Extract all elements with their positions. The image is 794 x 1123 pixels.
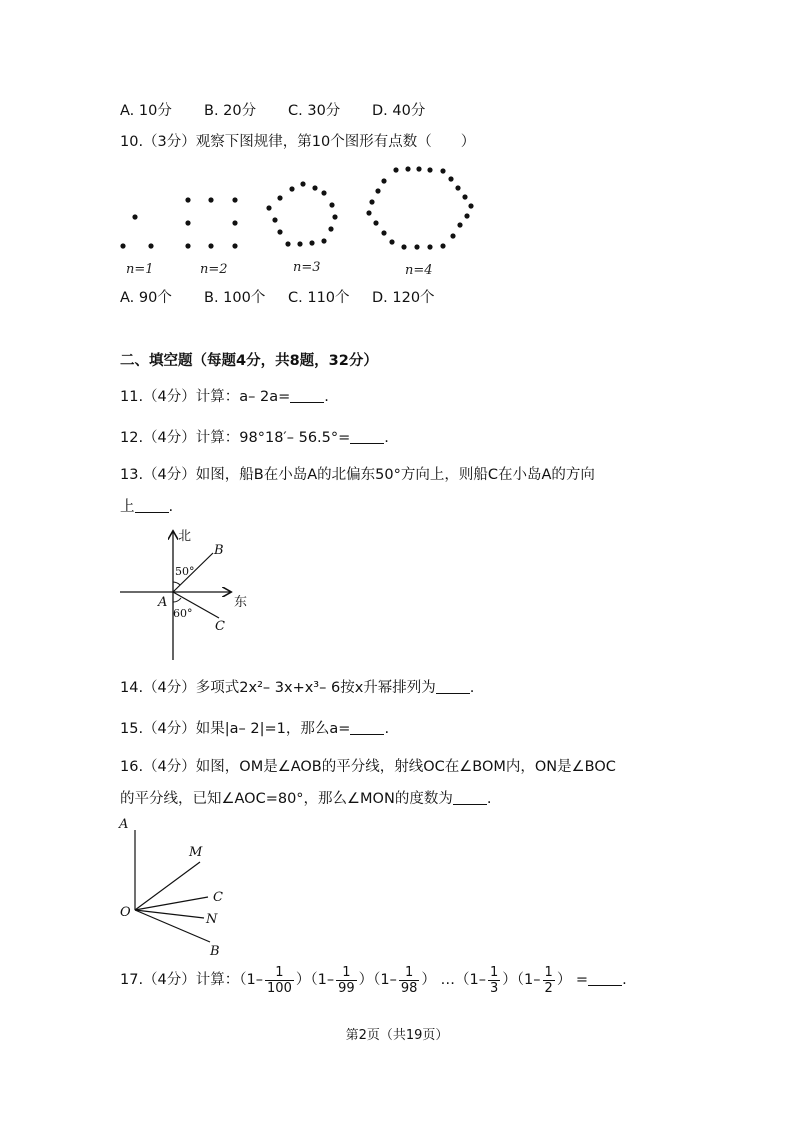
- q16-line2: 的平分线，已知∠AOC=80°，那么∠MON的度数为 .: [120, 791, 492, 807]
- section-2-title: 二、填空题（每题4分，共8题，32分）: [120, 353, 378, 369]
- q17-open-1: （1–: [239, 972, 264, 988]
- label-n2: n=2: [200, 262, 228, 277]
- q13-line2-prefix: 上: [120, 499, 135, 515]
- q15: 15.（4分）如果|a– 2|=1，那么a= .: [120, 721, 390, 737]
- q17-fraction-5: [543, 965, 555, 996]
- q11-text: 11.（4分）计算：a– 2a=: [120, 389, 291, 405]
- q9-options: [120, 101, 425, 121]
- q17-equals: =: [575, 972, 589, 988]
- label-north: 北: [178, 529, 192, 544]
- q17-fraction-1: [265, 965, 294, 996]
- q17-fraction-2-numerator: 1: [336, 965, 357, 981]
- label-angle-60: 60°: [173, 607, 193, 620]
- angle-arc-bottom: [173, 598, 181, 602]
- q17-prefix: 17.（4分）计算：: [120, 972, 240, 988]
- q17-close-4: ）: [502, 972, 517, 988]
- dot-pattern-n4: [366, 166, 473, 249]
- q17-open-3: （1–: [373, 972, 397, 988]
- q17-fraction-1-numerator: 1: [265, 965, 294, 981]
- q17-fraction-5-denominator: 2: [544, 980, 553, 996]
- q17-fraction-3-numerator: 1: [399, 965, 420, 981]
- q13-line2: 上 .: [120, 499, 174, 515]
- label-c: C: [215, 619, 225, 634]
- q17: 17.（4分）计算：（1– $\frac{1}{100}$ ）（1– $\frac{1}{99}$ ）（1– $\frac{1}{98}$ ） …（1– $\frac{1}{3}$ ）（1– $\frac{1}{2}$ ） = .: [120, 964, 627, 996]
- q9-option-d: D. 40分: [372, 103, 426, 119]
- q17-fraction-4-denominator: 3: [490, 980, 499, 996]
- q11-blank: [290, 388, 324, 403]
- q15-text: 15.（4分）如果|a– 2|=1，那么a=: [120, 721, 351, 737]
- q10-options: [120, 288, 435, 308]
- label-n4: n=4: [405, 263, 433, 278]
- dot-pattern-n3: [266, 181, 337, 246]
- q10-option-c: C. 110个: [288, 290, 350, 306]
- label-c: C: [213, 890, 223, 905]
- q17-blank: [588, 971, 622, 986]
- q17-close-1: ）: [295, 972, 311, 988]
- q12-text: 12.（4分）计算：98°18′– 56.5°=: [120, 430, 351, 446]
- angle-arc-top: [173, 582, 180, 585]
- dot-pattern-n1: [120, 214, 153, 248]
- q9-option-a: A. 10分: [120, 103, 172, 119]
- q17-fraction-3-denominator: 98: [400, 980, 418, 996]
- page-footer: 第2页（共19页）: [345, 1028, 449, 1043]
- q11: 11.（4分）计算：a– 2a= .: [120, 389, 329, 405]
- label-n1: n=1: [126, 262, 154, 277]
- q14-text: 14.（4分）多项式2x²– 3x+x³– 6按x升幂排列为: [120, 680, 436, 696]
- label-o: O: [120, 905, 131, 920]
- q9-option-b: B. 20分: [204, 103, 257, 119]
- q16-angle-figure: [112, 812, 242, 962]
- q12-blank: [350, 429, 384, 444]
- q13-line1: 13.（4分）如图，船B在小岛A的北偏东50°方向上，则船C在小岛A的方向: [120, 467, 595, 483]
- q14-blank: [436, 679, 470, 694]
- q10-option-a: A. 90个: [120, 290, 172, 306]
- q14: 14.（4分）多项式2x²– 3x+x³– 6按x升幂排列为 .: [120, 680, 475, 696]
- q17-open-2: （1–: [310, 972, 335, 988]
- q17-open-4: （1–: [455, 972, 487, 988]
- label-b: B: [214, 543, 224, 558]
- q17-close-3: ）: [421, 972, 436, 988]
- q17-fraction-3: [399, 965, 420, 996]
- label-b: B: [210, 944, 220, 959]
- q17-fraction-2: [336, 965, 357, 996]
- q16-blank: [453, 790, 487, 805]
- q9-option-c: C. 30分: [288, 103, 341, 119]
- q17-close-2: ）: [358, 972, 374, 988]
- label-east: 东: [234, 595, 248, 610]
- label-m: M: [189, 845, 203, 860]
- q17-fraction-1-denominator: 100: [267, 980, 292, 996]
- q17-ellipsis: …: [440, 972, 456, 988]
- q16-line2-text: 的平分线，已知∠AOC=80°，那么∠MON的度数为: [120, 791, 453, 807]
- label-angle-50: 50°: [175, 565, 195, 578]
- q13-blank: [135, 498, 169, 513]
- label-a: A: [119, 817, 129, 832]
- q16-line1: 16.（4分）如图，OM是∠AOB的平分线，射线OC在∠BOM内，ON是∠BOC: [120, 759, 616, 775]
- q17-fraction-2-denominator: 99: [338, 980, 355, 996]
- ray-oc: [135, 897, 208, 910]
- q10-option-b: B. 100个: [204, 290, 266, 306]
- q17-open-5: （1–: [516, 972, 541, 988]
- q15-blank: [350, 720, 384, 735]
- label-n: N: [206, 912, 218, 927]
- q12: 12.（4分）计算：98°18′– 56.5°= .: [120, 430, 389, 446]
- q13-direction-figure: [115, 525, 265, 665]
- q17-fraction-4-numerator: 1: [490, 964, 499, 980]
- q10-option-d: D. 120个: [372, 290, 435, 306]
- label-a: A: [158, 595, 168, 610]
- q17-close-5: ）: [556, 972, 572, 988]
- ray-om: [135, 862, 200, 910]
- q10-stem: 10.（3分）观察下图规律，第10个图形有点数（ ）: [120, 134, 476, 150]
- label-n3: n=3: [293, 260, 321, 275]
- q10-dot-figure: [110, 160, 490, 280]
- q17-fraction-4: [488, 965, 500, 996]
- dot-pattern-n2: [185, 197, 237, 248]
- q17-fraction-5-numerator: 1: [544, 964, 553, 980]
